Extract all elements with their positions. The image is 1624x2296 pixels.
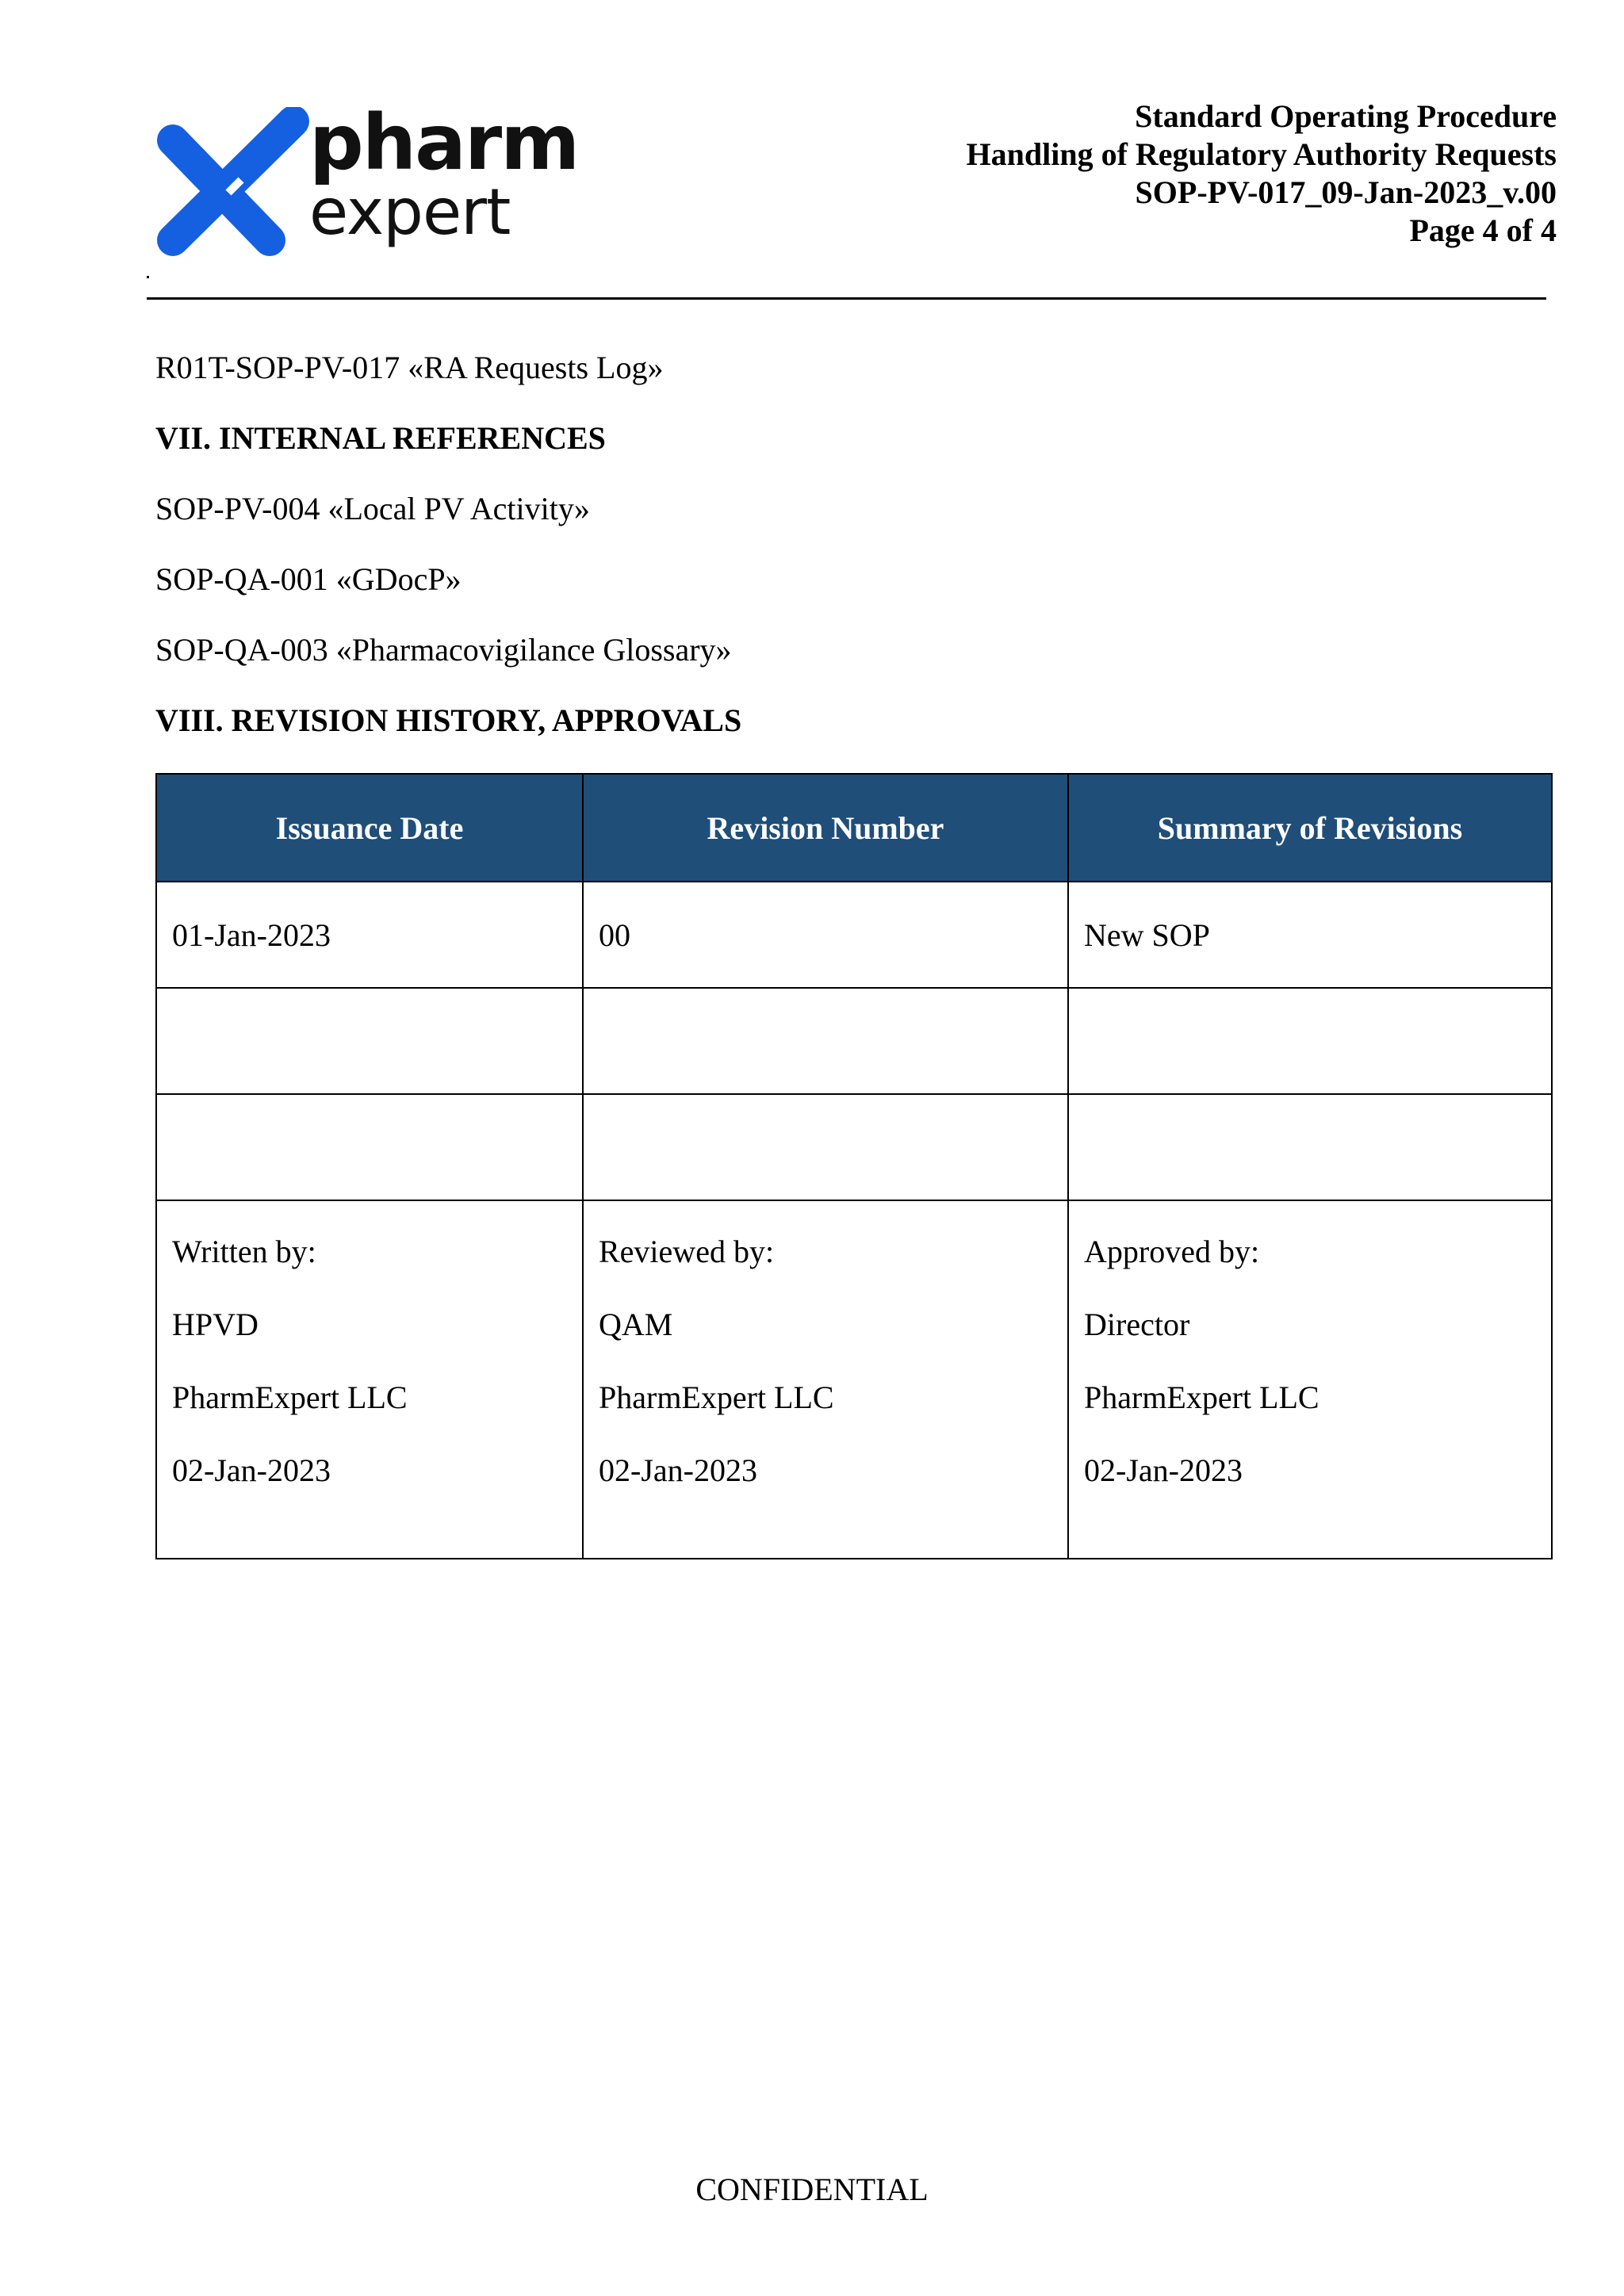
reference-item: SOP-PV-004 «Local PV Activity» [155,491,590,526]
signature-role: Director [1084,1307,1190,1342]
reference-item: SOP-QA-003 «Pharmacovigilance Glossary» [155,632,732,668]
logo-word-expert: expert [309,175,511,249]
cell-summary: New SOP [1068,882,1552,988]
cell-revision-number [583,1094,1068,1200]
signature-label: Written by: [172,1234,316,1269]
signature-company: PharmExpert LLC [1084,1380,1320,1415]
cell-revision-number: 00 [583,882,1068,988]
reference-item: SOP-QA-001 «GDocP» [155,561,462,597]
signature-written-by [156,1200,583,1559]
signature-role: QAM [599,1307,673,1342]
header-divider [147,297,1546,300]
table-row [156,1094,1552,1200]
column-header-revision-number: Revision Number [583,774,1068,882]
cell-issuance-date: 01-Jan-2023 [156,882,583,988]
table-header-row [156,774,1552,882]
revision-history-table [155,773,1553,1559]
signature-row [156,1200,1552,1559]
column-header-issuance-date: Issuance Date [156,774,583,882]
logo-word-pharm: pharm [309,98,579,187]
cell-issuance-date [156,988,583,1094]
signature-label: Approved by: [1084,1234,1260,1269]
cell-issuance-date [156,1094,583,1200]
signature-date: 02-Jan-2023 [599,1452,757,1488]
signature-reviewed-by [583,1200,1068,1559]
signature-label: Reviewed by: [599,1234,775,1269]
header-doc-code: SOP-PV-017_09-Jan-2023_v.00 [1135,174,1557,210]
header-dot [147,276,149,278]
section-internal-references-title: VII. INTERNAL REFERENCES [155,420,606,456]
confidential-footer: CONFIDENTIAL [695,2172,929,2207]
x-mark-logo-icon [151,107,309,266]
signature-date: 02-Jan-2023 [1084,1452,1243,1488]
company-logo [151,98,579,270]
cell-summary [1068,988,1552,1094]
signature-company: PharmExpert LLC [172,1380,408,1415]
table-row [156,882,1552,988]
table-row [156,988,1552,1094]
header-doc-type: Standard Operating Procedure [1135,98,1557,134]
document-header [967,98,1557,250]
record-reference: R01T-SOP-PV-017 «RA Requests Log» [155,350,664,385]
header-page-number: Page 4 of 4 [1409,212,1557,248]
column-header-summary-of-revisions: Summary of Revisions [1068,774,1552,882]
signature-date: 02-Jan-2023 [172,1452,331,1488]
signature-company: PharmExpert LLC [599,1380,834,1415]
signature-approved-by [1068,1200,1552,1559]
signature-role: HPVD [172,1307,259,1342]
cell-revision-number [583,988,1068,1094]
header-doc-title: Handling of Regulatory Authority Requests [966,136,1557,172]
section-revision-history-title: VIII. REVISION HISTORY, APPROVALS [155,702,742,738]
cell-summary [1068,1094,1552,1200]
